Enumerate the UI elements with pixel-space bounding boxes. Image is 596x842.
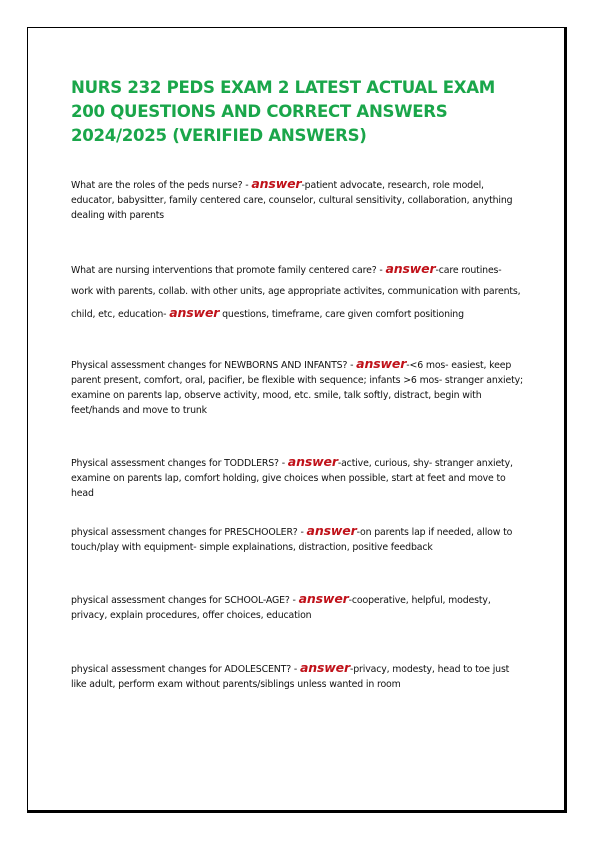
qa-item-toddlers <box>71 454 526 501</box>
answer-text: -active, curious, shy- stranger anxiety, examine on parents lap, comfort holding, give choices when possible, start at feet and move to head <box>71 458 513 499</box>
qa-item-interventions <box>71 258 526 325</box>
answer-text: -care routines- work with parents, collab. with other units, age appropriate activites, communication with parents, child, etc, education- <box>71 265 521 320</box>
answer-text: -cooperative, helpful, modesty, privacy, explain procedures, offer choices, education <box>71 595 491 621</box>
qa-item-school-age <box>71 591 526 623</box>
answer-keyword: answer <box>251 176 302 191</box>
answer-text: -<6 mos- easiest, keep parent present, comfort, oral, pacifier, be flexible with sequence; infants >6 mos- stranger anxiety; examine on parents lap, observe activity, mood, etc. smile, talk softly, distract, begin with feet/hands and move to trunk <box>71 360 524 416</box>
qa-item-preschooler <box>71 523 526 555</box>
question-text: physical assessment changes for ADOLESCENT? - <box>71 664 300 675</box>
answer-keyword: answer <box>306 523 357 538</box>
qa-item-adolescent <box>71 660 526 692</box>
answer-keyword: answer <box>299 660 351 675</box>
answer-text-continued: questions, timeframe, care given comfort positioning <box>219 309 464 320</box>
question-text: What are nursing interventions that promote family centered care? - <box>71 265 386 276</box>
question-text: Physical assessment changes for TODDLERS? - <box>71 458 288 469</box>
answer-keyword: answer <box>356 356 407 371</box>
answer-text: -patient advocate, research, role model, educator, babysitter, family centered care, counselor, cultural sensitivity, collaboration, anything dealing with parents <box>71 180 513 221</box>
answer-text: -privacy, modesty, head to toe just like adult, perform exam without parents/siblings unless wanted in room <box>71 664 510 690</box>
question-text: physical assessment changes for SCHOOL-AGE? - <box>71 595 299 606</box>
question-text: What are the roles of the peds nurse? - <box>71 180 252 191</box>
question-text: Physical assessment changes for NEWBORNS AND INFANTS? - <box>71 360 357 371</box>
qa-item-roles <box>71 176 526 223</box>
question-text: physical assessment changes for PRESCHOOLER? - <box>71 527 307 538</box>
qa-item-newborns <box>71 356 526 418</box>
answer-keyword: answer <box>298 591 349 606</box>
answer-keyword: answer <box>287 454 338 469</box>
answer-keyword: answer <box>385 261 436 276</box>
answer-text: -on parents lap if needed, allow to touch/play with equipment- simple explainations, distraction, positive feedback <box>71 527 513 553</box>
document-title: NURS 232 PEDS EXAM 2 LATEST ACTUAL EXAM 200 QUESTIONS AND CORRECT ANSWERS 2024/2025 (VERIFIED ANSWERS) <box>71 78 495 145</box>
answer-keyword: answer <box>169 305 220 320</box>
